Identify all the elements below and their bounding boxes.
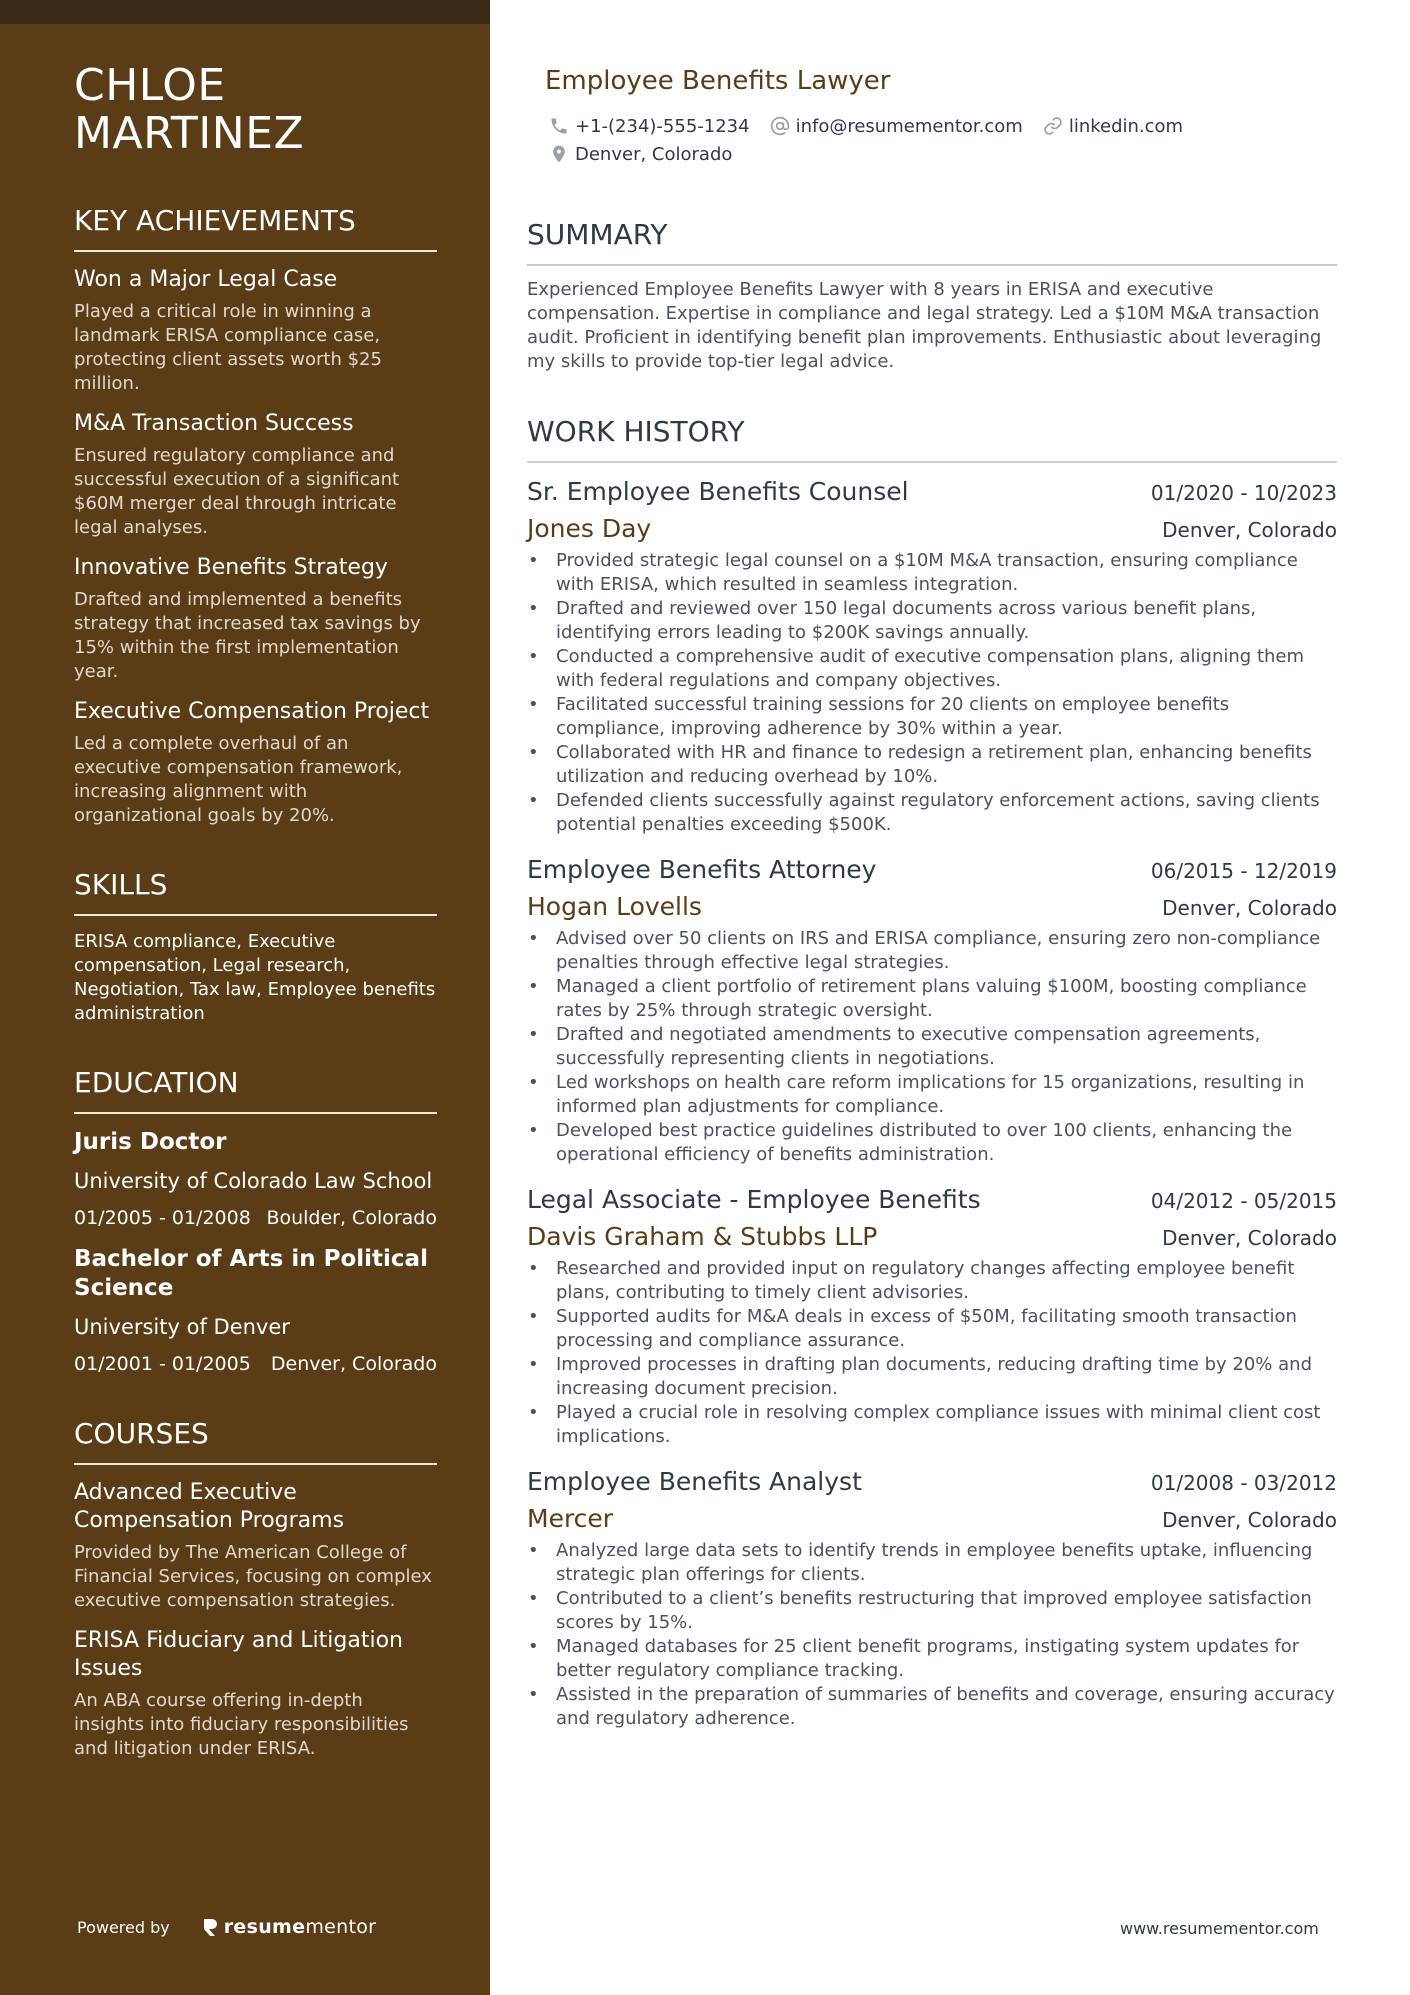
course-item — [74, 1479, 437, 1613]
education-school: University of Denver — [74, 1315, 290, 1339]
job-title: Sr. Employee Benefits Counsel — [527, 477, 909, 506]
job-entry — [527, 475, 1337, 837]
skills-list: ERISA compliance, Executive compensation, Legal research, Negotiation, Tax law, Employee benefits administration — [74, 931, 436, 1024]
summary-text: Experienced Employee Benefits Lawyer with 8 years in ERISA and executive compensation. Expertise in compliance and legal strategy. Led a $10M M&A transaction audit. Proficient in identifying benefit plan improvements. Enthusiastic about leveraging my skills to provide top-tier legal advice. — [527, 279, 1322, 372]
job-bullet: • Led workshops on health care reform implications for 15 organizations, resulting in informed plan adjustments for compliance. — [527, 1071, 1337, 1119]
name-line-1: CHLOE — [74, 60, 226, 111]
name-line-2: MARTINEZ — [74, 108, 305, 159]
job-title: Legal Associate - Employee Benefits — [527, 1185, 981, 1214]
achievements-title: KEY ACHIEVEMENTS — [74, 204, 437, 252]
resumementor-logo[interactable] — [202, 1916, 377, 1938]
job-bullet: • Developed best practice guidelines distributed to over 100 clients, enhancing the operational efficiency of benefits administration. — [527, 1119, 1337, 1167]
education-degree: Bachelor of Arts in Political Science — [74, 1246, 428, 1301]
achievement-title: Executive Compensation Project — [74, 699, 430, 724]
job-bullet: • Played a crucial role in resolving complex compliance issues with minimal client cost implications. — [527, 1401, 1337, 1449]
courses-title: COURSES — [74, 1417, 437, 1465]
job-header — [527, 1183, 1337, 1217]
footer-url[interactable]: www.resumementor.com — [1120, 1919, 1319, 1938]
job-bullet: • Collaborated with HR and finance to redesign a retirement plan, enhancing benefits utilization and reducing overhead by 10%. — [527, 741, 1337, 789]
job-title: Employee Benefits Analyst — [527, 1467, 862, 1496]
phone-icon — [549, 116, 569, 136]
achievement-desc: Ensured regulatory compliance and successful execution of a significant $60M merger deal through intricate legal analyses. — [74, 445, 400, 538]
education-section — [74, 1066, 437, 1377]
job-location: Denver, Colorado — [1162, 896, 1337, 920]
phone-text: +1-(234)-555-1234 — [575, 115, 750, 137]
education-school: University of Colorado Law School — [74, 1169, 433, 1193]
achievement-item — [74, 698, 437, 828]
job-company-row — [527, 1221, 1337, 1253]
education-meta — [74, 1351, 437, 1377]
job-entry — [527, 1183, 1337, 1449]
job-company: Mercer — [527, 1504, 614, 1533]
job-bullet: • Defended clients successfully against regulatory enforcement actions, saving clients potential penalties exceeding $500K. — [527, 789, 1337, 837]
linkedin-text: linkedin.com — [1068, 115, 1184, 137]
job-company-row — [527, 891, 1337, 923]
achievement-desc: Played a critical role in winning a landmark ERISA compliance case, protecting client assets worth $25 million. — [74, 301, 382, 394]
education-meta — [74, 1205, 437, 1231]
at-sign-icon — [770, 116, 790, 136]
job-bullets — [527, 1539, 1337, 1731]
contact-linkedin[interactable] — [1043, 116, 1183, 137]
achievement-item — [74, 554, 437, 684]
job-location: Denver, Colorado — [1162, 1226, 1337, 1250]
contact-row — [549, 112, 1309, 140]
job-dates: 01/2020 - 10/2023 — [1150, 481, 1337, 505]
course-title: ERISA Fiduciary and Litigation Issues — [74, 1628, 403, 1681]
job-title: Employee Benefits Attorney — [527, 855, 877, 884]
education-dates: 01/2001 - 01/2005 — [74, 1353, 251, 1375]
job-header — [527, 475, 1337, 509]
contact-row — [549, 140, 1309, 168]
job-dates: 06/2015 - 12/2019 — [1150, 859, 1337, 883]
job-bullets — [527, 927, 1337, 1167]
job-bullet: • Drafted and reviewed over 150 legal documents across various benefit plans, identifying errors leading to $200K savings annually. — [527, 597, 1337, 645]
job-company-row — [527, 513, 1337, 545]
achievement-title: M&A Transaction Success — [74, 411, 354, 436]
job-location: Denver, Colorado — [1162, 518, 1337, 542]
courses-section — [74, 1417, 437, 1761]
job-bullet: • Managed databases for 25 client benefit programs, instigating system updates for better regulatory compliance tracking. — [527, 1635, 1337, 1683]
job-company-row — [527, 1503, 1337, 1535]
job-bullets — [527, 1257, 1337, 1449]
achievement-desc: Led a complete overhaul of an executive compensation framework, increasing alignment with organizational goals by 20%. — [74, 733, 403, 826]
job-company: Davis Graham & Stubbs LLP — [527, 1222, 878, 1251]
job-bullet: • Facilitated successful training sessions for 20 clients on employee benefits compliance, improving adherence by 30% within a year. — [527, 693, 1337, 741]
contact-location — [549, 144, 732, 165]
job-bullet: • Advised over 50 clients on IRS and ERISA compliance, ensuring zero non-compliance penalties through effective legal strategies. — [527, 927, 1337, 975]
brand-name-light: mentor — [305, 1916, 377, 1938]
job-bullet: • Contributed to a client’s benefits restructuring that improved employee satisfaction scores by 15%. — [527, 1587, 1337, 1635]
job-entry — [527, 1465, 1337, 1731]
achievement-title: Won a Major Legal Case — [74, 267, 338, 292]
achievement-item — [74, 266, 437, 396]
job-dates: 01/2008 - 03/2012 — [1150, 1471, 1337, 1495]
job-header — [527, 1465, 1337, 1499]
course-item — [74, 1627, 437, 1761]
work-history-section — [527, 415, 1337, 1731]
candidate-name — [74, 62, 437, 158]
job-header — [527, 853, 1337, 887]
education-location: Denver, Colorado — [270, 1353, 437, 1375]
skills-title: SKILLS — [74, 868, 437, 916]
resumementor-logo-icon — [202, 1917, 218, 1937]
job-company: Jones Day — [527, 514, 652, 543]
summary-title: SUMMARY — [527, 218, 1337, 266]
contact-email[interactable] — [770, 116, 1023, 137]
job-bullet: • Improved processes in drafting plan documents, reducing drafting time by 20% and increasing document precision. — [527, 1353, 1337, 1401]
achievement-desc: Drafted and implemented a benefits strategy that increased tax savings by 15% within the first implementation year. — [74, 589, 421, 682]
job-bullet: • Analyzed large data sets to identify trends in employee benefits uptake, influencing strategic plan offerings for clients. — [527, 1539, 1337, 1587]
skills-section — [74, 868, 437, 1026]
summary-section — [527, 218, 1337, 374]
job-headline: Employee Benefits Lawyer — [545, 66, 891, 96]
education-location: Boulder, Colorado — [266, 1207, 437, 1229]
job-dates: 04/2012 - 05/2015 — [1150, 1189, 1337, 1213]
course-desc: Provided by The American College of Financial Services, focusing on complex executive compensation strategies. — [74, 1542, 432, 1611]
job-location: Denver, Colorado — [1162, 1508, 1337, 1532]
education-dates: 01/2005 - 01/2008 — [74, 1207, 251, 1229]
location-text: Denver, Colorado — [575, 143, 733, 165]
contact-phone[interactable] — [549, 116, 750, 137]
powered-by-label: Powered by — [77, 1917, 170, 1937]
powered-by — [77, 1916, 376, 1938]
email-text: info@resumementor.com — [795, 115, 1023, 137]
job-entry — [527, 853, 1337, 1167]
job-company: Hogan Lovells — [527, 892, 702, 921]
job-bullet: • Provided strategic legal counsel on a $10M M&A transaction, ensuring compliance with ERISA, which resulted in seamless integration. — [527, 549, 1337, 597]
location-pin-icon — [549, 144, 569, 164]
course-desc: An ABA course offering in-depth insights into fiduciary responsibilities and litigation under ERISA. — [74, 1690, 409, 1759]
link-icon — [1043, 116, 1063, 136]
sidebar — [0, 0, 490, 1995]
achievement-item — [74, 410, 437, 540]
course-title: Advanced Executive Compensation Programs — [74, 1480, 345, 1533]
job-bullet: • Managed a client portfolio of retirement plans valuing $100M, boosting compliance rates by 25% through strategic oversight. — [527, 975, 1337, 1023]
education-title: EDUCATION — [74, 1066, 437, 1114]
job-bullet: • Drafted and negotiated amendments to executive compensation agreements, successfully representing clients in negotiations. — [527, 1023, 1337, 1071]
brand-name-bold: resume — [223, 1916, 306, 1938]
sidebar-top-band — [0, 0, 490, 24]
job-bullet: • Supported audits for M&A deals in excess of $50M, facilitating smooth transaction processing and compliance assurance. — [527, 1305, 1337, 1353]
job-bullet: • Assisted in the preparation of summaries of benefits and coverage, ensuring accuracy and regulatory adherence. — [527, 1683, 1337, 1731]
achievements-section — [74, 204, 437, 828]
achievement-title: Innovative Benefits Strategy — [74, 555, 388, 580]
education-degree: Juris Doctor — [74, 1129, 227, 1155]
job-bullet: • Researched and provided input on regulatory changes affecting employee benefit plans, contributing to timely client advisories. — [527, 1257, 1337, 1305]
work-history-title: WORK HISTORY — [527, 415, 1337, 463]
main-content — [527, 0, 1337, 1995]
contact-info — [549, 112, 1309, 168]
job-bullet: • Conducted a comprehensive audit of executive compensation plans, aligning them with federal regulations and company objectives. — [527, 645, 1337, 693]
sidebar-content — [74, 62, 437, 1761]
job-bullets — [527, 549, 1337, 837]
